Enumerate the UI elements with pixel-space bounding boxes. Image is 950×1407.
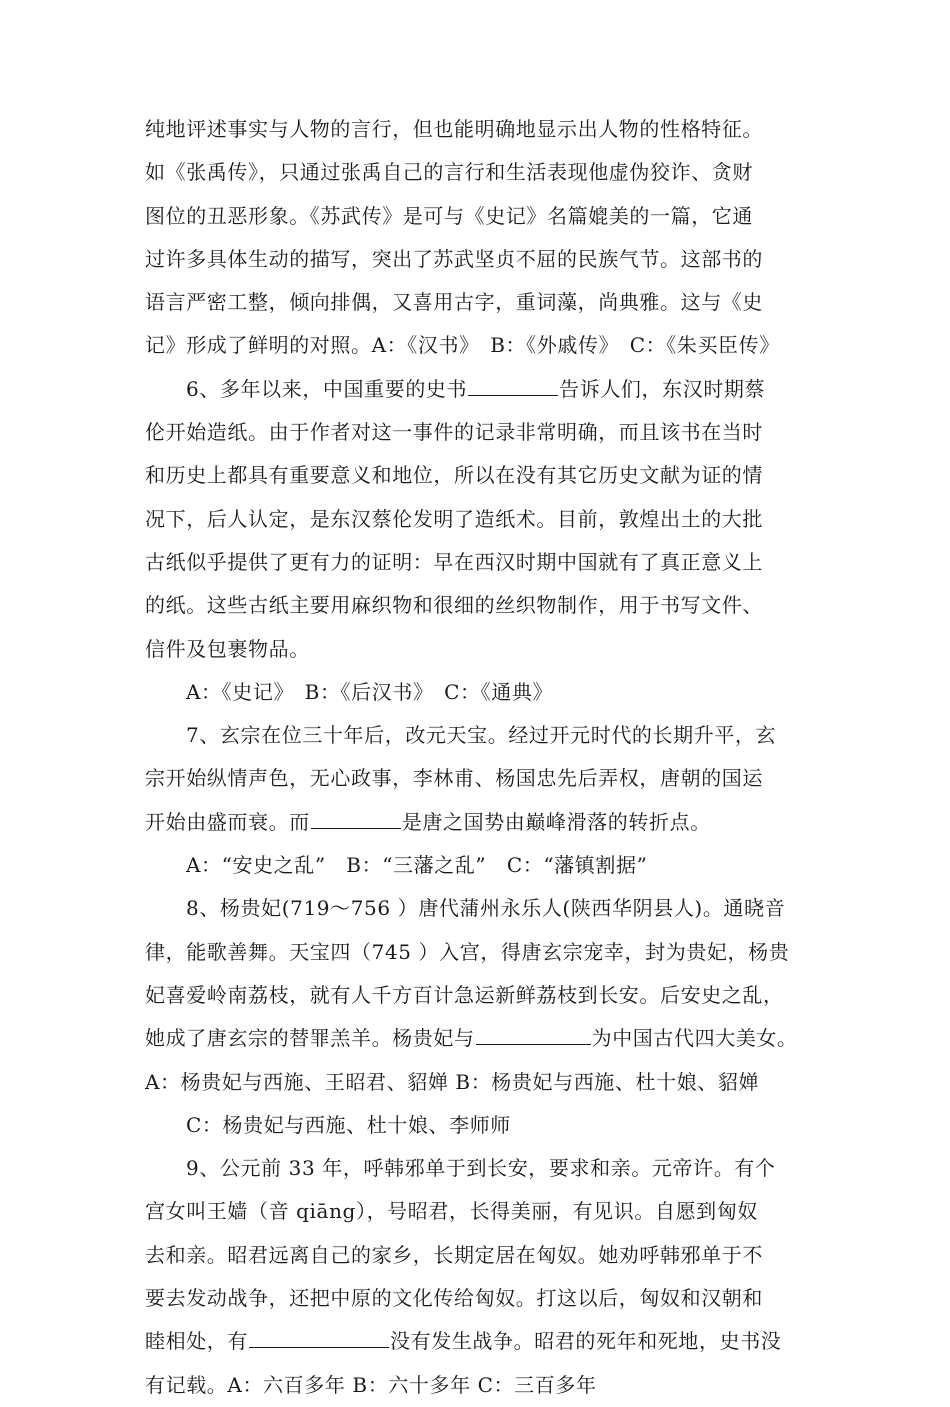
text-line: 信件及包裹物品。: [145, 636, 310, 661]
text-line: 纯地评述事实与人物的言行，但也能明确地显示出人物的性格特征。: [145, 117, 763, 141]
text-line: 如《张禹传》，只通过张禹自己的言行和生活表现他虚伪狡诈、贪财: [145, 160, 753, 185]
question-9-options: 有记载。A：六百多年 B：六十多年 C：三百多年: [145, 1372, 597, 1397]
text-line: [145, 1017, 835, 1060]
text-line: 过许多具体生动的描写，突出了苏武坚贞不屈的民族气节。这部书的: [145, 246, 763, 271]
answer-blank: [468, 369, 558, 396]
question-6-options: A：《史记》 B：《后汉书》 C：《通典》: [186, 679, 554, 704]
question-8-options: A：杨贵妃与西施、王昭君、貂婵 B：杨贵妃与西施、杜十娘、貂婵: [145, 1069, 760, 1094]
text-segment: 告诉人们，东汉时期蔡: [559, 376, 766, 401]
text-line: 语言严密工整，倾向排偶，又喜用古字，重词藻，尚典雅。这与《史: [145, 290, 763, 315]
text-segment: 为中国古代四大美女。: [591, 1026, 798, 1051]
question-7-options: A：“安史之乱” B：“三藩之乱” C：“藩镇割据”: [186, 853, 648, 878]
text-segment: 是唐之国势由巅峰滑落的转折点。: [401, 809, 711, 834]
text-line: 的纸。这些古纸主要用麻织物和很细的丝织物制作，用于书写文件、: [145, 593, 763, 618]
text-line: 妃喜爱岭南荔枝，就有人千方百计急运新鲜荔枝到长安。后安史之乱，: [145, 982, 784, 1007]
text-segment: 她成了唐玄宗的替罪羔羊。杨贵妃与: [145, 1026, 475, 1051]
question-5-options: 记》形成了鲜明的对照。A：《汉书》 B：《外戚传》 C：《朱买臣传》: [145, 333, 780, 358]
text-line: 宗开始纵情声色，无心政事，李林甫、杨国忠先后弄权，唐朝的国运: [145, 766, 763, 791]
question-8-option-c: C：杨贵妃与西施、杜十娘、李师师: [186, 1112, 511, 1137]
question-6-stem: [145, 368, 835, 411]
text-segment: 睦相处，有: [145, 1329, 248, 1354]
answer-blank: [476, 1018, 591, 1045]
text-line: 伦开始造纸。由于作者对这一事件的记录非常明确，而且该书在当时: [145, 420, 763, 445]
text-segment: 没有发生战争。昭君的死年和死地，史书没: [390, 1329, 782, 1354]
answer-blank: [311, 802, 401, 829]
text-line: 去和亲。昭君远离自己的家乡，长期定居在匈奴。她劝呼韩邪单于不: [145, 1242, 763, 1267]
text-segment: 6、多年以来，中国重要的史书: [186, 376, 468, 401]
question-9-stem: 9、公元前 33 年，呼韩邪单于到长安，要求和亲。元帝许。有个: [186, 1156, 776, 1181]
question-7-stem: 7、玄宗在位三十年后，改元天宝。经过开元时代的长期升平，玄: [186, 723, 777, 748]
answer-blank: [249, 1321, 389, 1348]
text-line: [145, 1320, 835, 1363]
text-line: [145, 801, 835, 844]
text-line: 况下，后人认定，是东汉蔡伦发明了造纸术。目前，敦煌出土的大批: [145, 506, 763, 531]
text-line: 宫女叫王嫱（音 qiāng），号昭君，长得美丽，有见识。自愿到匈奴: [145, 1199, 758, 1224]
text-line: 古纸似乎提供了更有力的证明：早在西汉时期中国就有了真正意义上: [145, 549, 763, 574]
text-segment: 开始由盛而衰。而: [145, 809, 310, 834]
question-8-stem: 8、杨贵妃(719～756 ）唐代蒲州永乐人(陕西华阴县人)。通晓音: [186, 896, 786, 921]
text-line: 要去发动战争，还把中原的文化传给匈奴。打这以后，匈奴和汉朝和: [145, 1286, 763, 1311]
document-body: [145, 108, 835, 1407]
text-line: 律，能歌善舞。天宝四（745 ）入宫，得唐玄宗宠幸，封为贵妃，杨贵: [145, 939, 790, 964]
text-line: 图位的丑恶形象。《苏武传》是可与《史记》名篇媲美的一篇，它通: [145, 203, 753, 228]
text-line: 和历史上都具有重要意义和地位，所以在没有其它历史文献为证的情: [145, 463, 763, 488]
